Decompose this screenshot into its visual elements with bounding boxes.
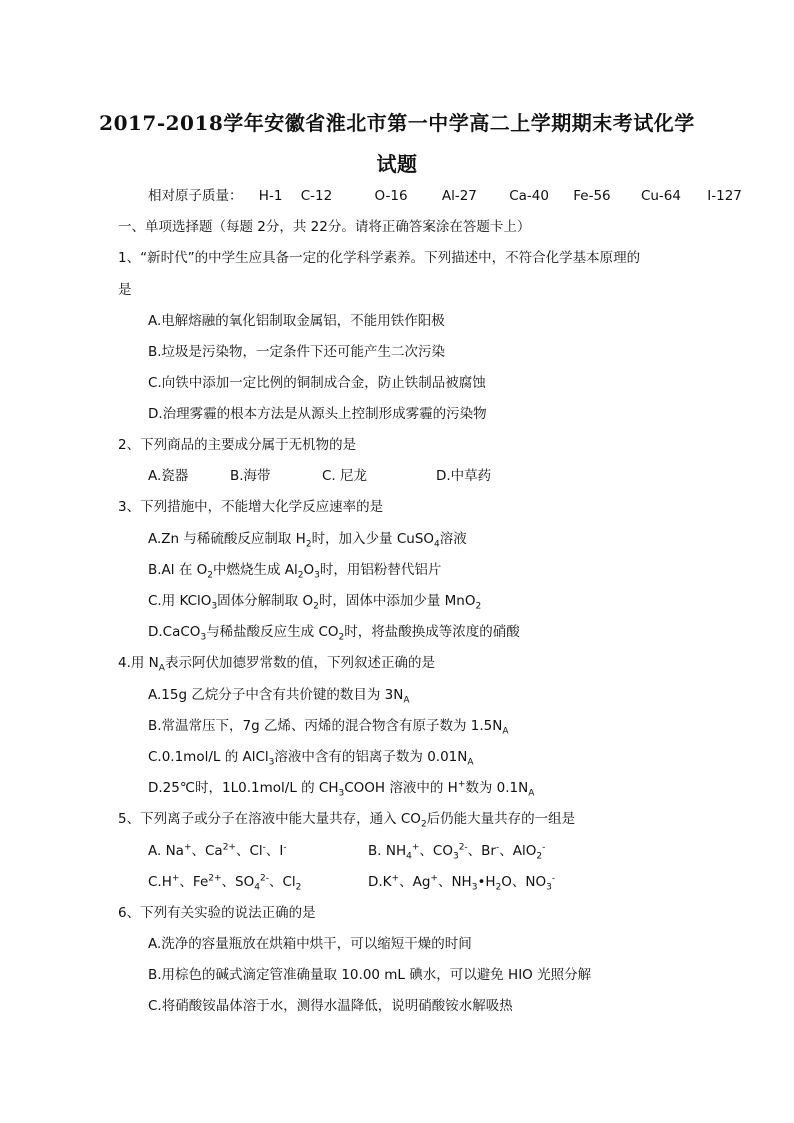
atomic-mass-item: Al-27	[441, 188, 477, 204]
q2-option-d: D.中草药	[436, 468, 492, 484]
q2-option-a: A.瓷器	[148, 468, 189, 484]
q4-option-d: D.25℃时，1L0.1mol/L 的 $CH_3COOH$ 溶液中的 H+数为 $0.1N_A$	[148, 779, 535, 799]
q6-option-c: C.将硝酸铵晶体溶于水，测得水温降低，说明硝酸铵水解吸热	[148, 998, 513, 1014]
q6-option-a: A.洗净的容量瓶放在烘箱中烘干，可以缩短干燥的时间	[148, 936, 472, 952]
atomic-mass-label: 相对原子质量：	[148, 188, 243, 204]
atomic-mass-item: Fe-56	[573, 188, 611, 204]
q5-option-a: A. Na+、$Ca^{2+}$、Cl-、I-	[148, 842, 287, 859]
q5-options-row1	[148, 842, 545, 860]
q1-stem-cont: 是	[118, 282, 132, 298]
atomic-mass-item: Cu-64	[640, 188, 681, 204]
q3-option-c: C.用 KClO$_3$固体分解制取 $O_2$时，固体中添加少量 MnO$_2$	[148, 593, 482, 612]
q4-option-a: A.15g 乙烷分子中含有共价键的数目为 $3N_A$	[148, 687, 410, 706]
q1-option-a: A.电解熔融的氧化铝制取金属铝，不能用铁作阳极	[148, 313, 445, 329]
q3-stem: 3、下列措施中，不能增大化学反应速率的是	[118, 499, 384, 515]
atomic-mass-line	[148, 187, 742, 205]
q6-stem: 6、下列有关实验的说法正确的是	[118, 905, 316, 921]
atomic-mass-item: H-1	[258, 188, 283, 204]
q3-option-b: B.Al 在 $O_2$中燃烧生成 $Al_2O_3$时，用铝粉替代铝片	[148, 562, 442, 581]
q2-options	[148, 467, 491, 485]
q4-option-b: B.常温常压下，7g 乙烯、丙烯的混合物含有原子数为 $1.5N_A$	[148, 718, 509, 737]
q4-option-c: C.0.1mol/L 的 AlCl$_3$溶液中含有的铝离子数为 $0.01N_A$	[148, 749, 474, 768]
q1-option-c: C.向铁中添加一定比例的铜制成合金，防止铁制品被腐蚀	[148, 375, 486, 391]
q2-option-b: B.海带	[230, 468, 271, 484]
atomic-mass-item: O-16	[374, 188, 408, 204]
q1-option-b: B.垃圾是污染物，一定条件下还可能产生二次污染	[148, 344, 446, 360]
q3-option-d: D.CaCO$_3$与稀盐酸反应生成 $CO_2$时，将盐酸换成等浓度的硝酸	[148, 624, 520, 643]
atomic-mass-item: Ca-40	[509, 188, 549, 204]
q1-option-d: D.治理雾霾的根本方法是从源头上控制形成雾霾的污染物	[148, 406, 487, 422]
q4-stem: 4.用 $N_A$表示阿伏加德罗常数的值，下列叙述正确的是	[118, 655, 435, 674]
q2-stem: 2、下列商品的主要成分属于无机物的是	[118, 437, 357, 453]
q5-option-d: D.K+、Ag+、$NH_3•H_2O$、$NO_3^-$	[368, 873, 556, 893]
q3-option-a: A.Zn 与稀硫酸反应制取 $H_2$时，加入少量 CuSO$_4$溶液	[148, 531, 467, 550]
q6-option-b: B.用棕色的碱式滴定管准确量取 10.00 mL 碘水，可以避免 HIO 光照分解	[148, 967, 592, 983]
exam-title-line1: 2017-2018学年安徽省淮北市第一中学高二上学期期末考试化学	[99, 111, 695, 135]
q5-stem: 5、下列离子或分子在溶液中能大量共存，通入 $CO_2$后仍能大量共存的一组是	[118, 811, 576, 830]
q1-stem: 1、“新时代”的中学生应具备一定的化学科学素养。下列描述中，不符合化学基本原理的	[118, 250, 641, 266]
q5-options-row2	[148, 873, 555, 891]
q5-option-c: C.H+、$Fe^{2+}$、$SO_4^{2-}$、$Cl_2$	[148, 873, 302, 893]
q2-option-c: C. 尼龙	[322, 468, 368, 484]
atomic-mass-item: C-12	[300, 188, 333, 204]
q5-option-b: B. $NH_4^+$、$CO_3^{2-}$、Br-、AlO$_2$-	[368, 842, 546, 862]
section-heading: 一、单项选择题（每题 2分，共 22分。请将正确答案涂在答题卡上）	[118, 219, 531, 235]
atomic-mass-item: I-127	[707, 188, 742, 204]
exam-title-line2: 试题	[376, 152, 418, 176]
